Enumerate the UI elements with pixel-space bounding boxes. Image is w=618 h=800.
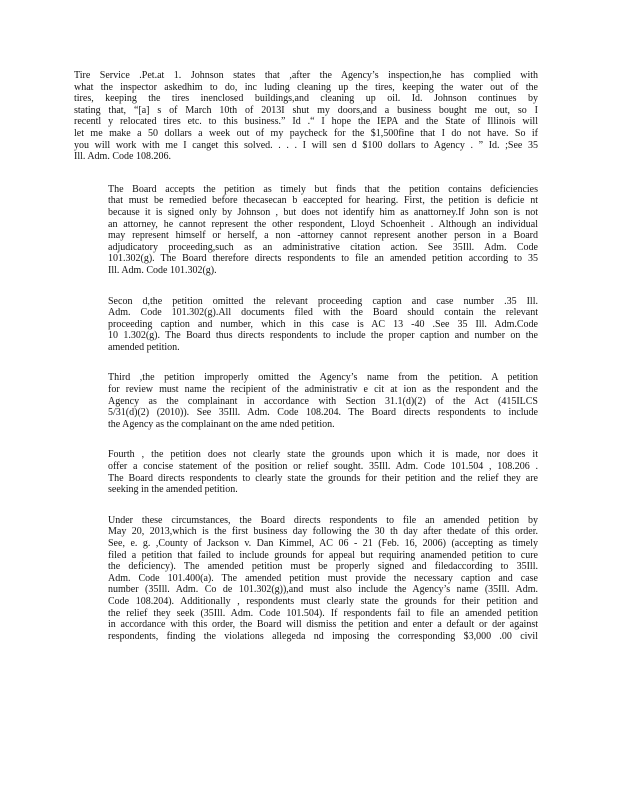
paragraph-johnson-statement	[74, 70, 538, 163]
text-line: Ill. Adm. Code 101.302(g).	[108, 264, 217, 276]
text-line: that must be remedied before thecasecan b eaccepted for hearing. First, the petition is deficie nt	[108, 195, 538, 207]
text-line: The Board directs respondents to clearly state the grounds for their petition and the relief they are	[108, 472, 538, 484]
text-line: 101.302(g). The Board therefore directs respondents to file an amended petition according to 35	[108, 253, 538, 265]
text-line: adjudicatory proceeding,such as an administrative citation action. See 35Ill. Adm. Code	[108, 241, 538, 253]
text-line: amended petition.	[108, 341, 180, 353]
text-line: Secon d,the petition omitted the relevant proceeding caption and case number .35 Ill.	[108, 295, 538, 307]
text-line: the Agency as the complainant on the ame nded petition.	[108, 418, 335, 430]
text-line: Agency as the complainant in accordance with Section 31.1(d)(2) of the Act (415ILCS	[108, 395, 538, 407]
text-line: Code 108.204). Additionally , respondents must clearly state the grounds for their petition and	[108, 595, 538, 607]
text-line: an attorney, he cannot represent the other respondent, Lloyd Schoenheit . Although an individual	[108, 218, 538, 230]
text-line: Fourth , the petition does not clearly state the grounds upon which it is made, nor does it	[108, 449, 538, 461]
text-line: tires, keeping the tires inenclosed buildings,and cleaning up oil. Id. Johnson continues by	[74, 93, 538, 105]
text-line: Ill. Adm. Code 108.206.	[74, 151, 171, 163]
text-line: the relief they seek (35Ill. Adm. Code 101.504). If respondents fail to file an amended petition	[108, 607, 538, 619]
paragraph-third-deficiency	[74, 372, 538, 430]
text-line: seeking in the amended petition.	[108, 484, 238, 496]
paragraph-directions	[74, 515, 538, 643]
paragraph-board-accepts	[74, 184, 538, 277]
text-line: See, e. g. ,County of Jackson v. Dan Kimmel, AC 06 - 21 (Feb. 16, 2006) (accepting as timely	[108, 538, 538, 549]
paragraph-second-deficiency	[74, 296, 538, 354]
text-line: recentl y relocated tires etc. to this business.” Id .“ I hope the IEPA and the State of Illinois will	[74, 116, 538, 128]
text-line: respondents, finding the violations allegeda nd imposing the corresponding $3,000 .00 civil	[108, 630, 538, 642]
text-line: Tire Service .Pet.at 1. Johnson states that ,after the Agency’s inspection,he has complied with	[74, 70, 538, 81]
text-line: stating that, “[a] s of March 10th of 2013I shut my doors,and a business bought me out, so I	[74, 104, 538, 116]
text-line: you will work with me I canget this solved. . . . I will sen d $100 dollars to Agency . ” Id. ;See 35	[74, 139, 538, 151]
text-line: what the inspector askedhim to do, inc luding cleaning up the tires, keeping the water out of the	[74, 81, 538, 93]
text-line: 5/31(d)(2) (2010)). See 35Ill. Adm. Code 108.204. The Board directs respondents to include	[108, 407, 538, 419]
text-line: the deficiency). The amended petition must be properly signed and filedaccording to 35Ill.	[108, 561, 538, 573]
text-line: proceeding caption and number, which in this case is AC 13 -40 .See 35 Ill. Adm.Code	[108, 318, 538, 330]
text-line: for review must name the recipient of the administrativ e cit at ion as the respondent and the	[108, 384, 538, 396]
text-line: May 20, 2013,which is the first business day following the 30 th day after thedate of this order.	[108, 526, 538, 538]
text-line: filed a petition that failed to include grounds for appeal but requiring anamended petition to cure	[108, 549, 538, 561]
text-line: Third ,the petition improperly omitted the Agency’s name from the petition. A petition	[108, 372, 538, 384]
text-line: offer a concise statement of the position or relief sought. 35Ill. Adm. Code 101.504 , 108.206 .	[108, 461, 538, 473]
text-line: Under these circumstances, the Board directs respondents to file an amended petition by	[108, 514, 538, 526]
text-line: in accordance with this order, the Board will dismiss the petition and enter a default or der against	[108, 619, 538, 631]
text-line: let me make a 50 dollars a week out of my paycheck for the $1,500fine that I do not have. So if	[74, 127, 538, 139]
text-line: 10 1.302(g). The Board thus directs respondents to include the proper caption and number on the	[108, 330, 538, 342]
text-line: may represent himself or herself, a non -attorney cannot represent another person in a Board	[108, 230, 538, 242]
paragraph-fourth-deficiency	[74, 449, 538, 495]
text-line: Adm. Code 101.302(g).All documents filed with the Board should contain the relevant	[108, 307, 538, 319]
text-line: number (35Ill. Adm. Co de 101.302(g)),and must also include the Agency’s name (35Ill. Adm.	[108, 584, 538, 596]
text-line: The Board accepts the petition as timely but finds that the petition contains deficiencies	[108, 183, 538, 195]
text-line: Adm. Code 101.400(a). The amended petition must provide the necessary caption and case	[108, 572, 538, 584]
text-line: because it is signed only by Johnson , but does not identify him as anattorney.If John son is not	[108, 206, 538, 218]
